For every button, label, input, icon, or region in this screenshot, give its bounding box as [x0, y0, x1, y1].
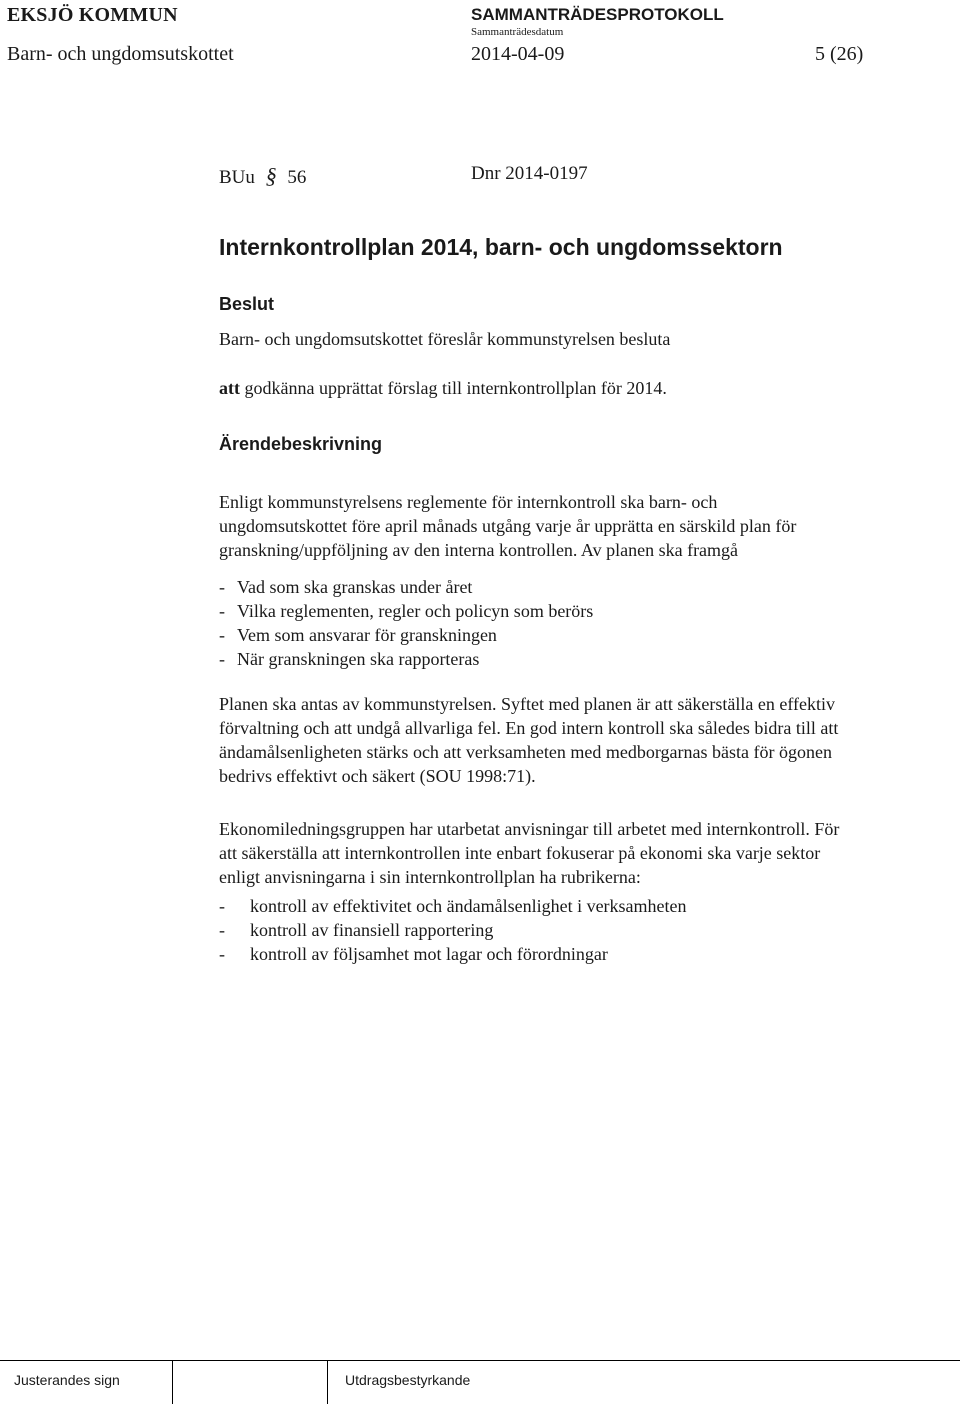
list-item	[219, 599, 593, 623]
section-sign: §	[265, 163, 277, 188]
paragraph-line: ungdomsutskottet före april månads utgång varje år upprätta en särskild plan för	[219, 516, 797, 536]
list-item	[219, 575, 593, 599]
paragraph-prefix: BUu	[219, 167, 255, 188]
org-name: EKSJÖ KOMMUN	[7, 4, 178, 26]
list-item	[219, 623, 593, 647]
paragraph-line: Enligt kommunstyrelsens reglemente för internkontroll ska barn- och	[219, 492, 718, 512]
list-dash: -	[219, 649, 225, 669]
description-paragraph-3	[219, 817, 839, 889]
control-headings-list	[219, 894, 687, 966]
list-dash: -	[219, 577, 225, 597]
list-dash: -	[219, 601, 225, 621]
paragraph-line: granskning/uppföljning av den interna kontrollen. Av planen ska framgå	[219, 540, 739, 560]
decision-att-text: godkänna upprättat förslag till internkontrollplan för 2014.	[240, 378, 667, 398]
list-dash: -	[219, 625, 225, 645]
paragraph-line: att säkerställa att internkontrollen inte enbart fokuserar på ekonomi ska varje sektor	[219, 843, 821, 863]
paragraph-line: enligt anvisningarna i sin internkontrollplan ha rubrikerna:	[219, 867, 641, 887]
paragraph-number: 56	[287, 167, 307, 188]
decision-att-clause	[219, 378, 667, 399]
document-type: SAMMANTRÄDESPROTOKOLL	[471, 5, 724, 24]
list-item-text: Vilka reglementen, regler och policyn som berörs	[237, 601, 594, 621]
paragraph-line: ändamålsenligheten stärks och att verksamheten med medborgarnas bästa för ögonen	[219, 742, 832, 762]
description-paragraph-1	[219, 490, 796, 562]
page-number: 5 (26)	[815, 43, 864, 65]
committee-name: Barn- och ungdomsutskottet	[7, 43, 234, 65]
list-item	[219, 942, 687, 966]
decision-heading: Beslut	[219, 294, 275, 314]
decision-text: Barn- och ungdomsutskottet föreslår kommunstyrelsen besluta	[219, 329, 671, 349]
extract-certification-label: Utdragsbestyrkande	[345, 1372, 471, 1388]
paragraph-line: förvaltning och att undgå allvarliga fel. En god intern kontroll ska således bidra till att	[219, 718, 839, 738]
list-dash: -	[219, 944, 225, 964]
list-item	[219, 918, 687, 942]
footer-separator	[172, 1360, 173, 1404]
list-item	[219, 647, 593, 671]
paragraph-line: Planen ska antas av kommunstyrelsen. Syftet med planen är att säkerställa en effektiv	[219, 694, 835, 714]
case-dnr: Dnr 2014-0197	[471, 163, 588, 184]
att-keyword: att	[219, 378, 240, 398]
review-points-list	[219, 575, 593, 671]
page-title: Internkontrollplan 2014, barn- och ungdomssektorn	[219, 234, 783, 260]
list-item-text: kontroll av följsamhet mot lagar och förordningar	[250, 944, 608, 964]
list-dash: -	[219, 896, 225, 916]
signature-label: Justerandes sign	[14, 1372, 120, 1388]
list-item-text: kontroll av effektivitet och ändamålsenlighet i verksamheten	[250, 896, 687, 916]
meeting-date: 2014-04-09	[471, 43, 565, 65]
footer-separator	[327, 1360, 328, 1404]
paragraph-line: bedrivs effektivt och säkert (SOU 1998:71).	[219, 766, 536, 786]
list-item-text: När granskningen ska rapporteras	[237, 649, 480, 669]
description-heading: Ärendebeskrivning	[219, 434, 383, 454]
list-item-text: Vem som ansvarar för granskningen	[237, 625, 497, 645]
list-item	[219, 894, 687, 918]
paragraph-line: Ekonomiledningsgruppen har utarbetat anvisningar till arbetet med internkontroll. För	[219, 819, 840, 839]
list-dash: -	[219, 920, 225, 940]
footer-divider	[0, 1360, 960, 1361]
case-paragraph	[219, 163, 306, 189]
date-label: Sammanträdesdatum	[471, 26, 564, 38]
list-item-text: kontroll av finansiell rapportering	[250, 920, 494, 940]
description-paragraph-2	[219, 692, 838, 788]
list-item-text: Vad som ska granskas under året	[237, 577, 473, 597]
